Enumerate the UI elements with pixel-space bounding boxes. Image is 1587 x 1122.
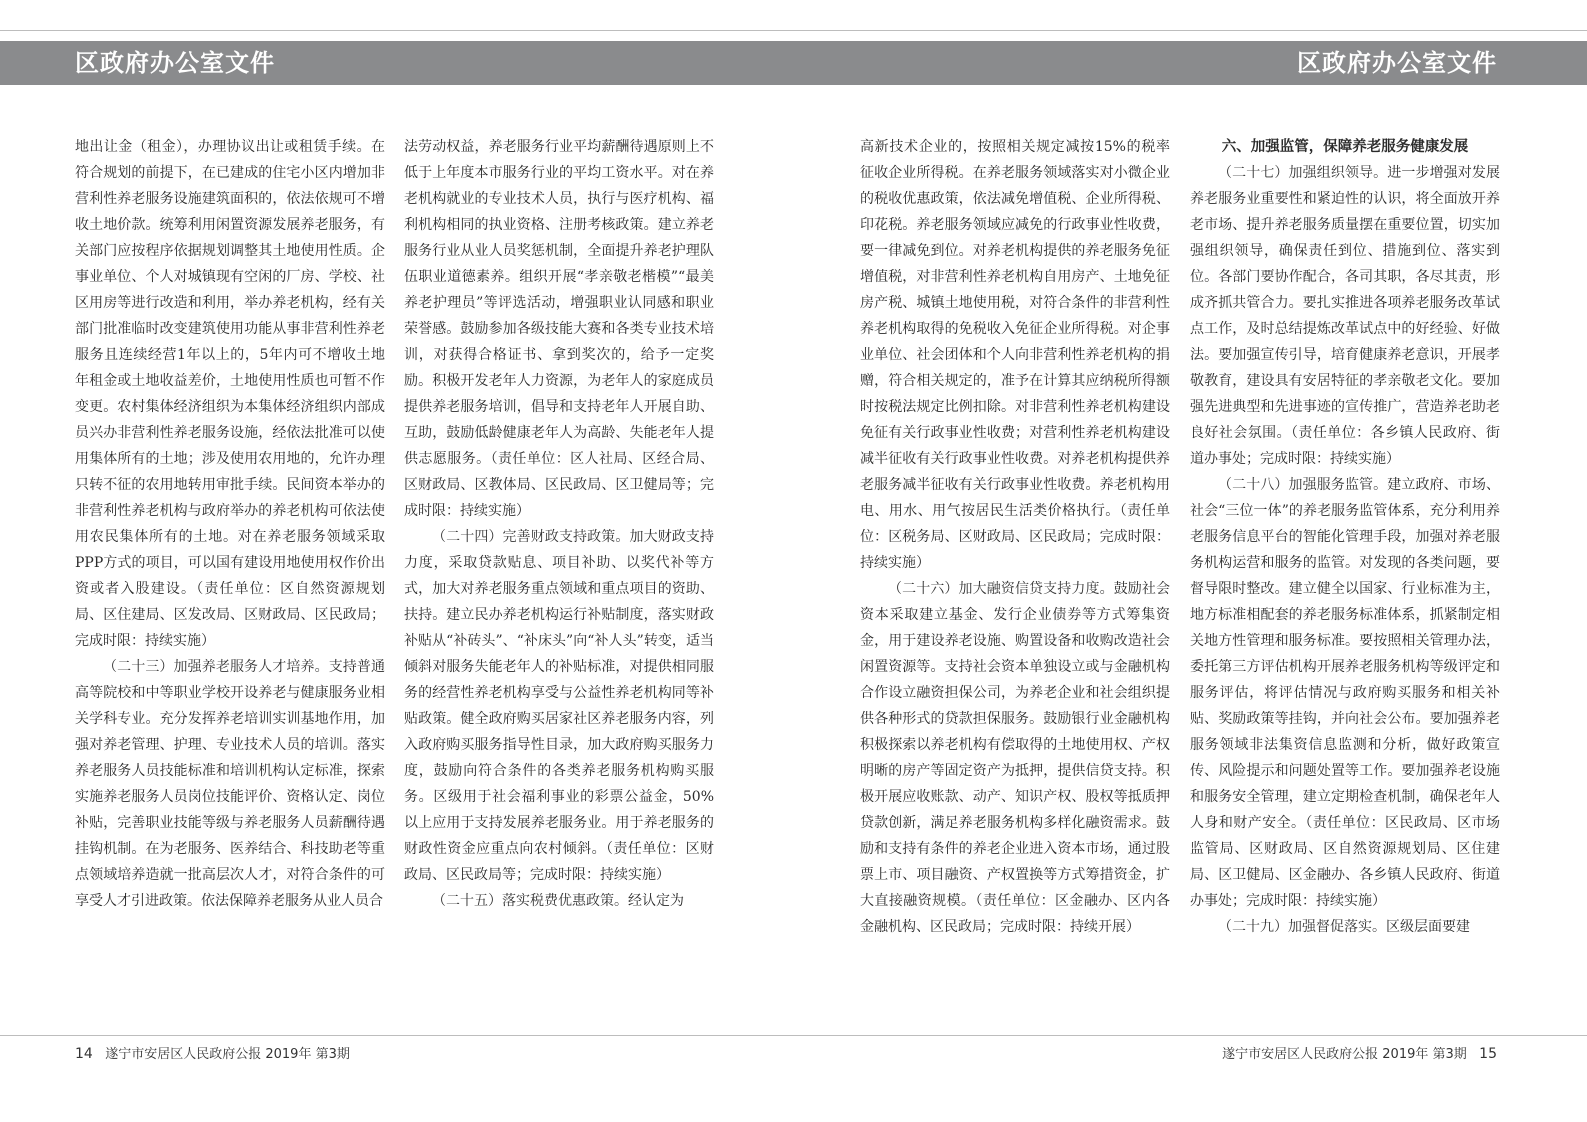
- column-4: [1190, 134, 1500, 940]
- paragraph: [860, 576, 1170, 940]
- paragraph: [404, 888, 714, 914]
- chapter-heading: 六、加强监管，保障养老服务健康发展: [1221, 139, 1469, 155]
- footer-left: [75, 1045, 350, 1064]
- paragraph-text: 建立政府、市场、社会“三位一体”的养老服务监管体系，充分利用养老服务信息平台的智能化管理手段，加强对养老服务机构运营和服务的监管。对发现的各类问题，要督导限时整改。建立健全以国家、行业标准为主，地方标准相配套的养老服务标准体系，抓紧制定相关地方性管理和服务标准。要按照相关管理办法，委托第三方评估机构开展养老服务机构等级评定和服务评估，将评估情况与政府购买服务和相关补贴、奖励政策等挂钩，并向社会公布。要加强养老服务领域非法集资信息监测和分析，做好政策宣传、风险提示和问题处置等工作。要加强养老设施和服务安全管理，建立定期检查机制，确保老年人人身和财产安全。（责任单位：区民政局、区市场监管局、区财政局、区自然资源规划局、区住建局、区卫健局、区金融办、各乡镇人民政府、街道办事处；完成时限：持续实施）: [1190, 477, 1501, 909]
- paragraph-text: 鼓励社会资本采取建立基金、发行企业债券等方式筹集资金，用于建设养老设施、购置设备和收购改造社会闲置资源等。支持社会资本单独设立或与金融机构合作设立融资担保公司，为养老企业和社会组织提供各种形式的贷款担保服务。鼓励银行业金融机构积极探索以养老机构有偿取得的土地使用权、产权明晰的房产等固定资产为抵押，提供信贷支持。积极开展应收账款、动产、知识产权、股权等抵质押贷款创新，满足养老服务机构多样化融资需求。鼓励和支持有条件的养老企业进入资本市场，通过股票上市、项目融资、产权置换等方式筹措资金，扩大直接融资规模。（责任单位：区金融办、区内各金融机构、区民政局；完成时限：持续开展）: [860, 581, 1171, 935]
- bottom-rule: [0, 1035, 1587, 1036]
- section-heading-28: （二十八）加强服务监管。: [1218, 477, 1388, 493]
- paragraph-text: 支持普通高等院校和中等职业学校开设养老与健康服务业相关学科专业。充分发挥养老培训实训基地作用，加强对养老管理、护理、专业技术人员的培训。落实养老服务人员技能标准和培训机构认定标准，探索实施养老服务人员岗位技能评价、资格认定、岗位补贴，完善职业技能等级与养老服务人员薪酬待遇挂钩机制。在为老服务、医养结合、科技助老等重点领域培养造就一批高层次人才，对符合条件的可享受人才引进政策。依法保障养老服务从业人员合: [75, 659, 386, 909]
- page-number-right: 15: [1479, 1046, 1497, 1062]
- column-3: [860, 134, 1170, 940]
- section-heading-25: （二十五）落实税费优惠政策。: [432, 893, 628, 909]
- paragraph: [404, 524, 714, 888]
- paragraph-text: 加大财政支持力度，采取贷款贴息、项目补助、以奖代补等方式，加大对养老服务重点领域和重点项目的资助、扶持。建立民办养老机构运行补贴制度，落实财政补贴从“补砖头”、“补床头”向“补人头”转变，适当倾斜对服务失能老年人的补贴标准，对提供相同服务的经营性养老机构享受与公益性养老机构同等补贴政策。健全政府购买居家社区养老服务内容，列入政府购买服务指导性目录，加大政府购买服务力度，鼓励向符合条件的各类养老服务机构购买服务。区级用于社会福利事业的彩票公益金，50%以上应用于支持发展养老服务业。用于养老服务的财政性资金应重点向农村倾斜。（责任单位：区财政局、区民政局等；完成时限：持续实施）: [404, 529, 715, 883]
- header-title-left: 区政府办公室文件: [75, 49, 275, 77]
- column-1: [75, 134, 385, 914]
- paragraph: [1190, 160, 1500, 472]
- section-heading-29: （二十九）加强督促落实。: [1218, 919, 1386, 935]
- paragraph: [1190, 914, 1500, 940]
- top-rule: [0, 30, 1587, 31]
- footer-publication-left: 遂宁市安居区人民政府公报 2019年 第3期: [105, 1047, 350, 1062]
- footer-publication-right: 遂宁市安居区人民政府公报 2019年 第3期: [1222, 1047, 1467, 1062]
- header-title-right: 区政府办公室文件: [1297, 49, 1497, 77]
- page-number-left: 14: [75, 1046, 93, 1062]
- paragraph: 高新技术企业的，按照相关规定减按15%的税率征收企业所得税。在养老服务领域落实对小微企业的税收优惠政策，依法减免增值税、企业所得税、印花税。养老服务领域应减免的行政事业性收费，要一律减免到位。对养老机构提供的养老服务免征增值税，对非营利性养老机构自用房产、土地免征房产税、城镇土地使用税，对符合条件的非营利性养老机构取得的免税收入免征企业所得税。对企事业单位、社会团体和个人向非营利性养老机构的捐赠，符合相关规定的，准予在计算其应纳税所得额时按税法规定比例扣除。对非营利性养老机构建设免征有关行政事业性收费；对营利性养老机构建设减半征收有关行政事业性收费。对养老机构提供养老服务减半征收有关行政事业性收费。养老机构用电、用水、用气按居民生活类价格执行。（责任单位：区税务局、区财政局、区民政局；完成时限：持续实施）: [860, 139, 1170, 571]
- paragraph: 地出让金（租金），办理协议出让或租赁手续。在符合规划的前提下，在已建成的住宅小区内增加非营利性养老服务设施建筑面积的，依法依规可不增收土地价款。统筹利用闲置资源发展养老服务，有关部门应按程序依据规划调整其土地使用性质。企事业单位、个人对城镇现有空闲的厂房、学校、社区用房等进行改造和利用，举办养老机构，经有关部门批准临时改变建筑使用功能从事非营利性养老服务且连续经营1年以上的，5年内可不增收土地年租金或土地收益差价，土地使用性质也可暂不作变更。农村集体经济组织为本集体经济组织内部成员兴办非营利性养老服务设施，经依法批准可以使用集体所有的土地；涉及使用农用地的，允许办理只转不征的农用地转用审批手续。民间资本举办的非营利性养老机构与政府举办的养老机构可依法使用农民集体所有的土地。对在养老服务领域采取PPP方式的项目，可以国有建设用地使用权作价出资或者入股建设。（责任单位：区自然资源规划局、区住建局、区发改局、区财政局、区民政局；完成时限：持续实施）: [75, 139, 385, 649]
- section-heading-24: （二十四）完善财政支持政策。: [432, 529, 630, 545]
- paragraph: [75, 654, 385, 914]
- paragraph: [1190, 472, 1500, 914]
- footer-right: [1222, 1045, 1497, 1064]
- section-heading-27: （二十七）加强组织领导。: [1218, 165, 1388, 181]
- paragraph: 法劳动权益，养老服务行业平均薪酬待遇原则上不低于上年度本市服务行业的平均工资水平。对在养老机构就业的专业技术人员，执行与医疗机构、福利机构相同的执业资格、注册考核政策。建立养老服务行业从业人员奖惩机制，全面提升养老护理队伍职业道德素养。组织开展“孝亲敬老楷模”“最美养老护理员”等评选活动，增强职业认同感和职业荣誉感。鼓励参加各级技能大赛和各类专业技术培训，对获得合格证书、拿到奖次的，给予一定奖励。积极开发老年人力资源，为老年人的家庭成员提供养老服务培训，倡导和支持老年人开展自助、互助，鼓励低龄健康老年人为高龄、失能老年人提供志愿服务。（责任单位：区人社局、区经合局、区财政局、区教体局、区民政局、区卫健局等；完成时限：持续实施）: [404, 139, 714, 519]
- paragraph-text: 进一步增强对发展养老服务业重要性和紧迫性的认识，将全面放开养老市场、提升养老服务质量摆在重要位置，切实加强组织领导，确保责任到位、措施到位、落实到位。各部门要协作配合，各司其职，各尽其责，形成齐抓共管合力。要扎实推进各项养老服务改革试点工作，及时总结提炼改革试点中的好经验、好做法。要加强宣传引导，培育健康养老意识，开展孝敬教育，建设具有安居特征的孝亲敬老文化。要加强先进典型和先进事迹的宣传推广，营造养老助老良好社会氛围。（责任单位：各乡镇人民政府、街道办事处；完成时限：持续实施）: [1190, 165, 1501, 467]
- section-heading-26: （二十六）加大融资信贷支持力度。: [888, 581, 1114, 597]
- column-2: [404, 134, 714, 914]
- paragraph-text: 区级层面要建: [1386, 919, 1470, 935]
- section-heading-23: （二十三）加强养老服务人才培养。: [103, 659, 329, 675]
- paragraph-text: 经认定为: [628, 893, 684, 909]
